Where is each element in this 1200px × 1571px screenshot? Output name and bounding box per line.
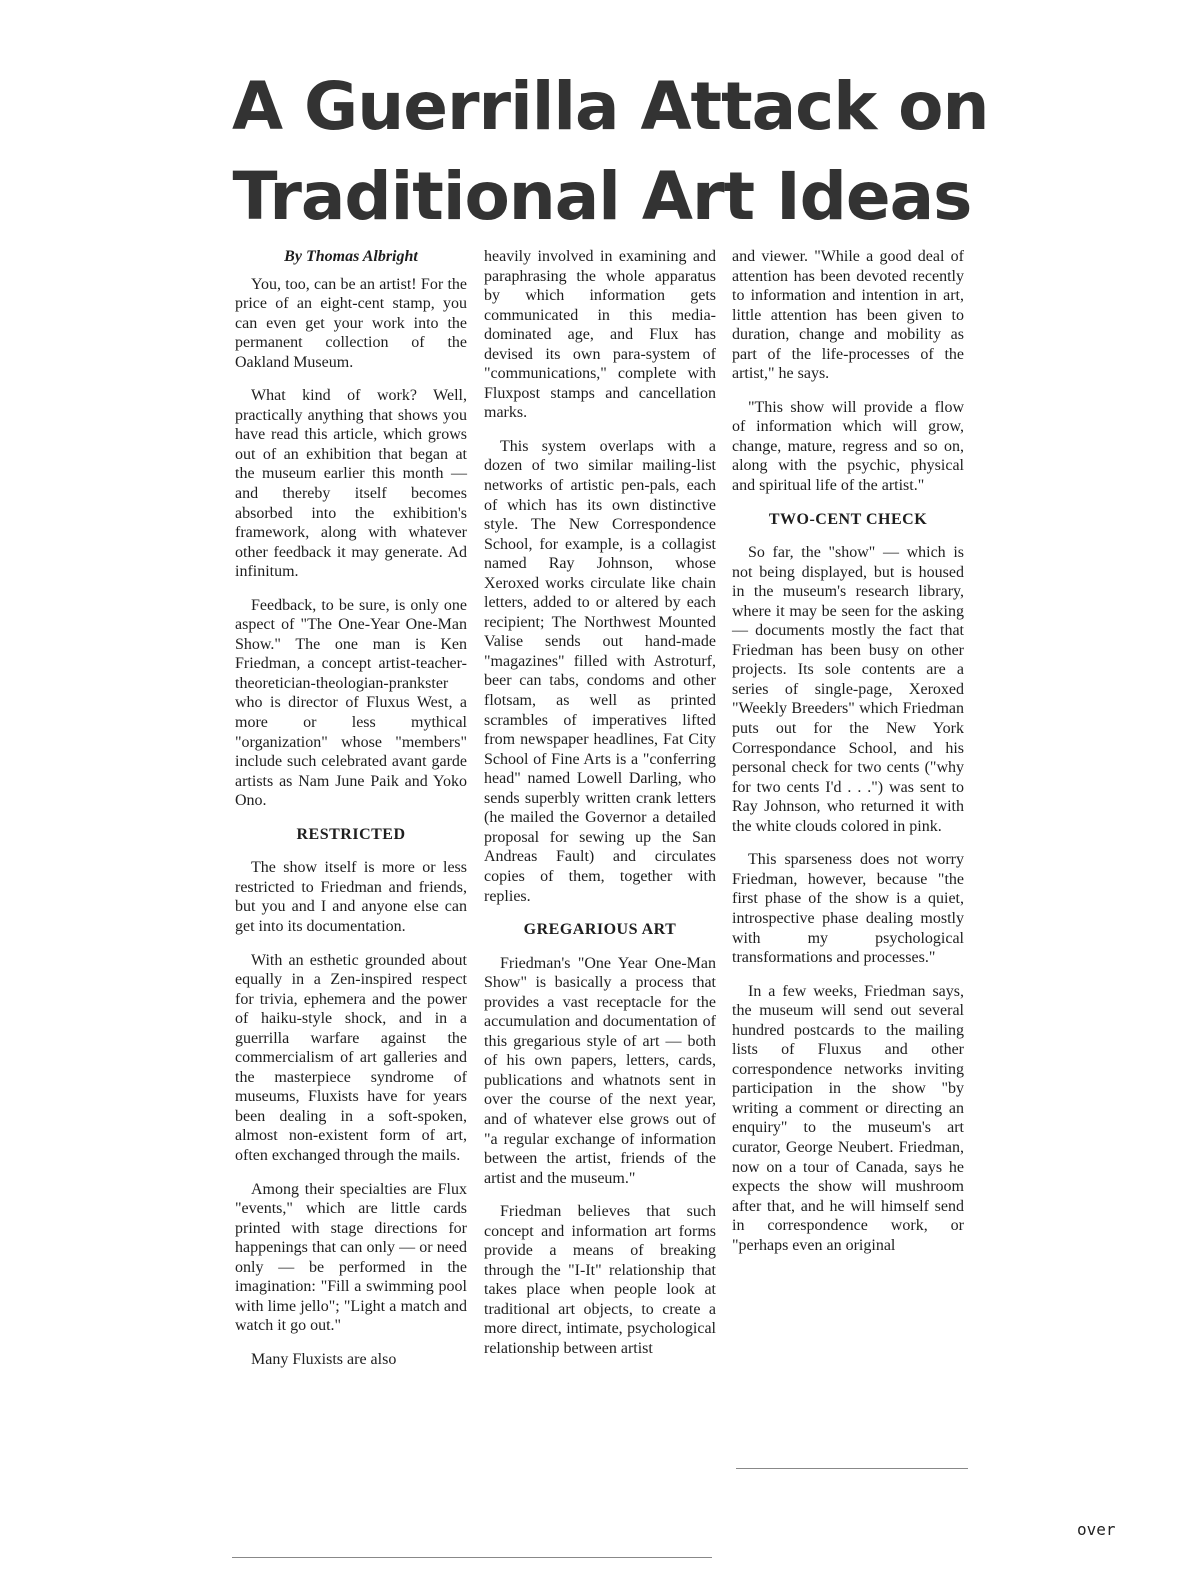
paragraph: Feedback, to be sure, is only one aspect of "The One-Year One-Man Show." The one man is Ken Friedman, a concept artist-teacher-theoretician-theologian-prankster who is director of Fluxus West, a more or less mythical "organization" whose "members" include such celebrated avant garde artists as Nam June Paik and Yoko Ono. — [235, 596, 467, 810]
paragraph: "This show will provide a flow of information which will grow, change, mature, regress and so on, along with the psychic, physical and spiritual life of the artist." — [732, 398, 964, 495]
article-column-1 — [235, 247, 467, 1369]
paragraph: What kind of work? Well, practically anything that shows you have read this article, which grows out of an exhibition that began at the museum earlier this month — and thereby itself becomes absorbed into the exhibition's framework, along with whatever other feedback it may generate. Ad infinitum. — [235, 387, 467, 581]
paragraph: Many Fluxists are also — [251, 1350, 397, 1368]
paragraph: Among their specialties are Flux "events," which are little cards printed with stage directions for happenings that can only — or need only — be performed in the imagination: "Fill a swimming pool with lime jello"; "Light a match and watch it go out." — [235, 1180, 467, 1335]
subhead-gregarious-art: GREGARIOUS ART — [523, 921, 677, 939]
paragraph: With an esthetic grounded about equally in a Zen-inspired respect for trivia, ephemera and the power of haiku-style shock, and in a guerrilla warfare against the commercialism of art galleries and the masterpiece syndrome of museums, Fluxists have for years been dealing in a soft-spoken, almost non-existent form of art, often exchanged through the mails. — [235, 951, 467, 1164]
subhead-restricted: RESTRICTED — [296, 825, 406, 843]
paragraph: You, too, can be an artist! For the price of an eight-cent stamp, you can even get your work into the permanent collection of the Oakland Museum. — [235, 275, 467, 371]
bottom-rule-right — [736, 1468, 968, 1469]
paragraph: This sparseness does not worry Friedman, however, because "the first phase of the show is a quiet, introspective phase dealing mostly with my psychological transformations and processes." — [732, 851, 964, 967]
headline-line-1: A Guerrilla Attack on — [232, 68, 989, 145]
byline: By Thomas Albright — [284, 248, 418, 265]
paragraph: In a few weeks, Friedman says, the museum will send out several hundred postcards to the mailing lists of Fluxus and other correspondence networks inviting participation in the show "by writing a comment or directing an enquiry" to the museum's art curator, George Neubert. Friedman, now on a tour of Canada, says he expects the show will mushroom after that, and he will himself send in correspondence work, or "perhaps even an original — [732, 982, 964, 1254]
headline — [232, 62, 989, 242]
bottom-rule-left — [232, 1557, 712, 1558]
paragraph: The show itself is more or less restricted to Friedman and friends, but you and I and anyone else can get into its documentation. — [235, 859, 467, 935]
article-column-2 — [484, 247, 716, 1359]
paragraph: Friedman believes that such concept and information art forms provide a means of breaking through the "I-It" relationship that takes place when people look at traditional art objects, to create a more direct, intimate, psychological relationship between artist — [484, 1203, 716, 1357]
continued-marker: over — [1077, 1520, 1116, 1539]
headline-line-2: Traditional Art Ideas — [232, 158, 972, 235]
paragraph: This system overlaps with a dozen of two similar mailing-list networks of artistic pen-pals, each of which has its own distinctive style. The New Correspondence School, for example, is a collagist named Ray Johnson, whose Xeroxed works circulate like chain letters, added to or altered by each recipient; The Northwest Mounted Valise sends out hand-made "magazines" filled with Astroturf, beer can tabs, condoms and other flotsam, as well as printed scrambles of imperatives lifted from newspaper headlines, Fat City School of Fine Arts is a "conferring head" named Lowell Darling, who sends superbly written crank letters (he mailed the Governor a detailed proposal for sewing up the San Andreas Fault) and circulates copies of them, together with replies. — [484, 437, 716, 905]
paragraph-continued: heavily involved in examining and paraphrasing the whole apparatus by which information gets communicated in this media-dominated age, and Flux has devised its own para-system of "communications," complete with Fluxpost stamps and cancellation marks. — [484, 248, 716, 422]
paragraph: Friedman's "One Year One-Man Show" is basically a process that provides a vast receptacle for the accumulation and documentation of this gregarious style of art — both of his own papers, letters, cards, publications and whatnots sent in over the course of the next year, and of whatever else grows out of "a regular exchange of information between the artist, friends of the artist and the museum." — [484, 954, 716, 1187]
article-column-3 — [732, 247, 964, 1255]
paragraph-continued: and viewer. "While a good deal of attention has been devoted recently to information and intention in art, little attention has been given to duration, change and mobility as part of the life-processes of the artist," he says. — [732, 248, 964, 383]
subhead-two-cent-check: TWO-CENT CHECK — [768, 510, 928, 528]
paragraph: So far, the "show" — which is not being displayed, but is housed in the museum's research library, where it may be seen for the asking — documents mostly the fact that Friedman has been busy on other projects. Its sole contents are a series of single-page, Xeroxed "Weekly Breeders" which Friedman puts out for the New York Correspondance School, and his personal check for two cents ("why for two cents I'd . . .") was sent to Ray Johnson, who returned it with the white clouds colored in pink. — [732, 544, 964, 835]
